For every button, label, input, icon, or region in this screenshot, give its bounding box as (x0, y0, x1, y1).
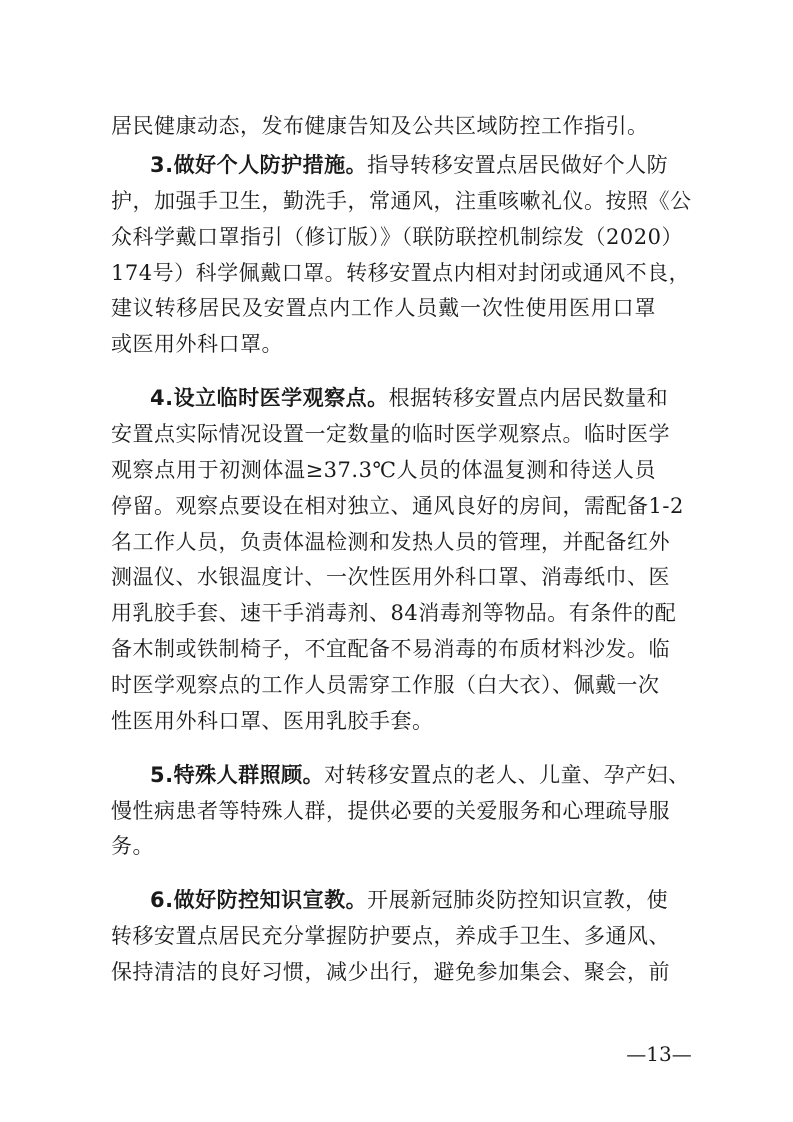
text-line: 用乳胶手套、速干手消毒剂、84消毒剂等物品。有条件的配 (111, 601, 677, 625)
text-line: 174号）科学佩戴口罩。转移安置点内相对封闭或通风不良， (111, 261, 691, 285)
section-4-heading: 4.设立临时医学观察点。 (150, 386, 389, 410)
text-line: 备木制或铁制椅子，不宜配备不易消毒的布质材料沙发。临 (111, 637, 670, 661)
section-6-paragraph-line (150, 882, 669, 918)
text-line: 护，加强手卫生，勤洗手，常通风，注重咳嗽礼仪。按照《公 (111, 189, 692, 213)
text-line: 或医用外科口罩。 (111, 332, 283, 356)
section-3-text: 指导转移安置点居民做好个人防 (367, 153, 669, 177)
section-5-paragraph-line (150, 757, 690, 793)
section-5-text: 对转移安置点的老人、儿童、孕产妇、 (324, 763, 690, 787)
text-line: 转移安置点居民充分掌握防护要点，养成手卫生、多通风、 (111, 924, 670, 948)
text-line: 测温仪、水银温度计、一次性医用外科口罩、消毒纸巾、医 (111, 565, 670, 589)
text-line: 时医学观察点的工作人员需穿工作服（白大衣）、佩戴一次 (111, 673, 660, 697)
text-line: 安置点实际情况设置一定数量的临时医学观察点。临时医学 (111, 422, 670, 446)
text-line: 居民健康动态，发布健康告知及公共区域防控工作指引。 (111, 114, 649, 138)
section-5-heading: 5.特殊人群照顾。 (150, 763, 325, 787)
text-line: 慢性病患者等特殊人群，提供必要的关爱服务和心理疏导服 (111, 799, 670, 823)
page-number: —13— (626, 1042, 692, 1066)
section-3-paragraph-line (150, 147, 669, 183)
section-4-paragraph-line (150, 380, 669, 416)
section-4-text: 根据转移安置点内居民数量和 (388, 386, 669, 410)
text-line: 性医用外科口罩、医用乳胶手套。 (111, 709, 434, 733)
text-line: 保持清洁的良好习惯，减少出行，避免参加集会、聚会，前 (111, 960, 670, 984)
text-line: 名工作人员，负责体温检测和发热人员的管理，并配备红外 (111, 530, 670, 554)
text-line: 建议转移居民及安置点内工作人员戴一次性使用医用口罩 (111, 296, 656, 320)
text-line: 停留。观察点要设在相对独立、通风良好的房间，需配备1-2 (111, 494, 684, 518)
text-line: 众科学戴口罩指引（修订版）》（联防联控机制综发（2020） (111, 225, 683, 249)
text-line: 务。 (111, 834, 154, 858)
section-3-heading: 3.做好个人防护措施。 (150, 153, 368, 177)
text-line: 观察点用于初测体温≥37.3℃人员的体温复测和待送人员 (111, 458, 656, 482)
section-6-heading: 6.做好防控知识宣教。 (150, 888, 368, 912)
section-6-text: 开展新冠肺炎防控知识宣教，使 (367, 888, 669, 912)
